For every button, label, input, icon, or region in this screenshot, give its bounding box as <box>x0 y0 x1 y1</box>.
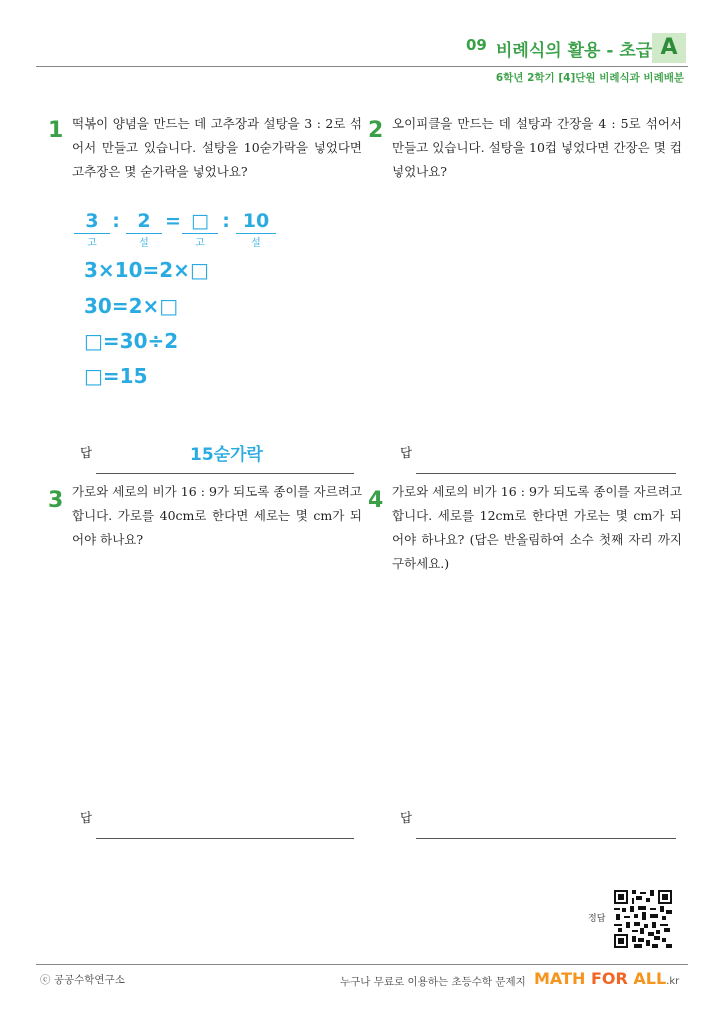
brand-logo[interactable] <box>534 969 679 988</box>
brand-kr: .kr <box>666 976 680 987</box>
problem-1-text: 떡볶이 양념을 만드는 데 고추장과 설탕을 3 : 2로 섞어서 만들고 있습니다. 설탕을 10숟가락을 넣었다면 고추장은 몇 숟가락을 넣었나요? <box>72 116 362 179</box>
brand-math: MATH <box>534 969 586 988</box>
qr-code-icon[interactable] <box>614 890 672 948</box>
ratio-label-b: 설 <box>139 238 149 249</box>
copyright: ⓒ 공공수학연구소 <box>40 974 125 986</box>
answer-label-2: 답 <box>400 445 413 460</box>
level-badge: A <box>652 33 686 63</box>
problem-3-text: 가로와 세로의 비가 16 : 9가 되도록 종이를 자르려고 합니다. 가로를 40cm로 한다면 세로는 몇 cm가 되어야 하나요? <box>72 484 362 547</box>
solution-step-2: 30=2×□ <box>84 294 179 318</box>
ratio-label-d: 설 <box>251 238 261 249</box>
footer-tagline: 누구나 무료로 이용하는 초등수학 문제지 <box>340 976 526 988</box>
footer-divider <box>36 964 688 965</box>
ratio-term-d: 10 <box>242 210 270 232</box>
ratio-colon-1: : <box>112 210 120 232</box>
answer-line-3 <box>96 838 354 839</box>
problem-2-number: 2 <box>368 118 384 143</box>
solution-step-4: □=15 <box>84 364 148 388</box>
answer-line-2 <box>416 473 676 474</box>
qr-label: 정답 <box>588 914 606 924</box>
problem-3-number: 3 <box>48 488 64 513</box>
answer-label-3: 답 <box>80 810 93 825</box>
ratio-term-a: 3 <box>85 210 99 232</box>
solution-step-3: □=30÷2 <box>84 329 179 353</box>
ratio-label-a: 고 <box>87 238 97 249</box>
worksheet-number: 09 <box>466 36 487 54</box>
problem-4-text: 가로와 세로의 비가 16 : 9가 되도록 종이를 자르려고 합니다. 세로를 12cm로 한다면 가로는 몇 cm가 되어야 하나요? (답은 반올림하여 소수 첫째 자리 까지 구하세요.) <box>392 484 682 571</box>
worksheet-title: 비례식의 활용 - 초급 <box>496 41 653 61</box>
ratio-equals: = <box>165 210 181 232</box>
solution-step-1: 3×10=2×□ <box>84 258 209 282</box>
answer-line-1 <box>96 473 354 474</box>
ratio-term-b: 2 <box>137 210 151 232</box>
answer-line-4 <box>416 838 676 839</box>
unit-subtitle: 6학년 2학기 [4]단원 비례식과 비례배분 <box>495 72 684 84</box>
brand-for: FOR <box>590 969 628 988</box>
problem-1-number: 1 <box>48 118 64 143</box>
brand-all: ALL <box>633 969 667 988</box>
ratio-colon-2: : <box>222 210 230 232</box>
problem-2-text: 오이피클을 만드는 데 설탕과 간장을 4 : 5로 섞어서 만들고 있습니다. 설탕을 10컵 넣었다면 간장은 몇 컵 넣었나요? <box>392 116 682 179</box>
answer-label-1: 답 <box>80 445 93 460</box>
ratio-term-c: □ <box>191 210 209 232</box>
answer-value-1[interactable]: 15숟가락 <box>190 445 263 465</box>
answer-label-4: 답 <box>400 810 413 825</box>
problem-4-number: 4 <box>368 488 384 513</box>
header-divider <box>36 66 688 67</box>
ratio-label-c: 고 <box>195 238 205 249</box>
